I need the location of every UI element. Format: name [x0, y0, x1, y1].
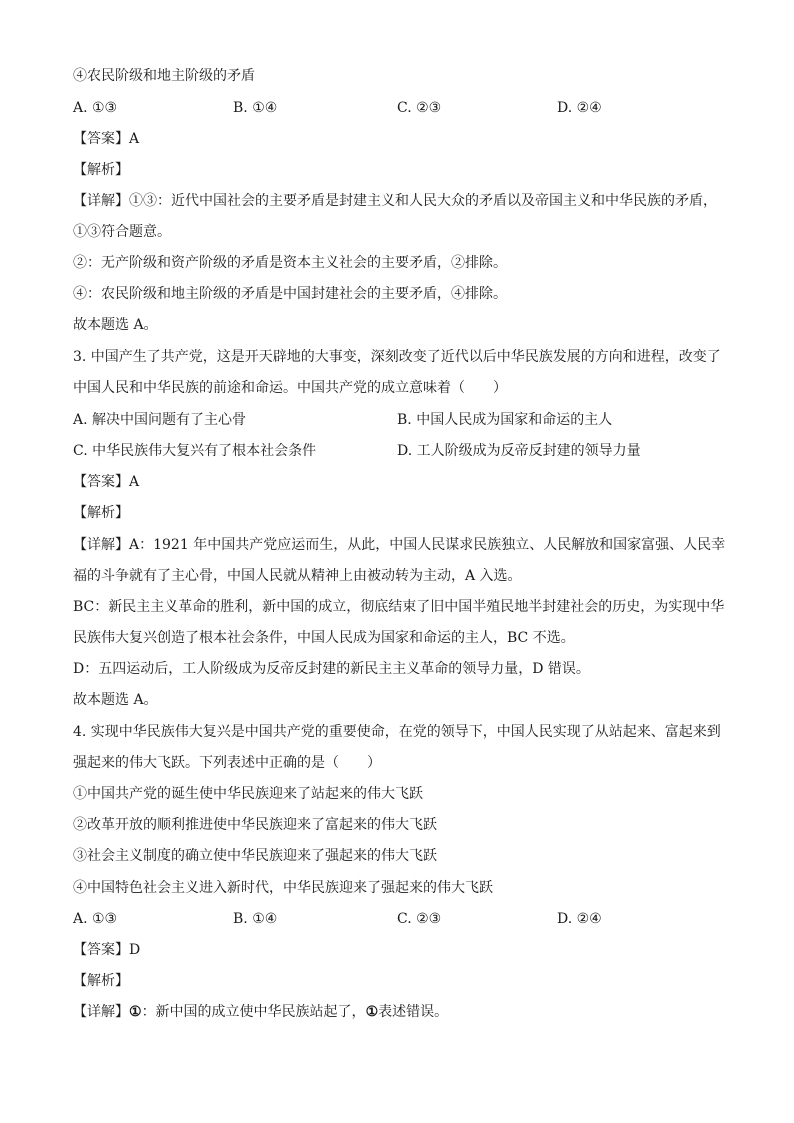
q3-analysis-heading: 【解析】 — [73, 505, 129, 521]
q3-options-row-2 — [73, 441, 733, 461]
q3-option-a: A. 解决中国问题有了主心骨 — [73, 412, 247, 428]
q3-options-row-1 — [73, 410, 733, 430]
q4-option-c: C. ②③ — [397, 911, 442, 927]
q3-detail-line: 【详解】A：1921 年中国共产党应运而生，从此，中国人民谋求民族独立、人民解放和国家富强、人民幸 — [73, 537, 726, 553]
q3-detail-line: 民族伟大复兴创造了根本社会条件，中国人民成为国家和命运的主人，BC 不选。 — [73, 630, 575, 646]
q3-option-b: B. 中国人民成为国家和命运的主人 — [397, 412, 613, 428]
detail-prefix: 【详解】 — [73, 1004, 129, 1020]
q2-option-c: C. ②③ — [397, 100, 442, 116]
q4-stem: 强起来的伟大飞跃。下列表述中正确的是（ ） — [73, 755, 381, 771]
q2-answer: 【答案】A — [73, 131, 140, 147]
q4-detail-line — [73, 1002, 448, 1022]
q2-detail-line: 【详解】①③：近代中国社会的主要矛盾是封建主义和人民大众的矛盾以及帝国主义和中华民族的矛盾， — [73, 193, 717, 209]
q3-stem: 3. 中国产生了共产党，这是开天辟地的大事变，深刻改变了近代以后中华民族发展的方向和进程，改变了 — [73, 349, 721, 365]
q4-item-2: ②改革开放的顺利推进使中华民族迎来了富起来的伟大飞跃 — [73, 817, 437, 833]
q2-analysis-heading: 【解析】 — [73, 162, 129, 178]
q4-option-b: B. ①④ — [233, 911, 278, 927]
q2-conclusion: 故本题选 A。 — [73, 317, 158, 333]
q4-options — [73, 909, 733, 929]
q4-option-d: D. ②④ — [557, 911, 602, 927]
q4-option-a: A. ①③ — [73, 911, 118, 927]
q4-item-1: ①中国共产党的诞生使中华民族迎来了站起来的伟大飞跃 — [73, 786, 423, 802]
q2-option-d: D. ②④ — [557, 100, 602, 116]
q3-detail-line: D：五四运动后，工人阶级成为反帝反封建的新民主主义革命的领导力量，D 错误。 — [73, 661, 590, 677]
detail-text: ：新中国的成立使中华民族站起了， — [141, 1004, 366, 1020]
q4-analysis-heading: 【解析】 — [73, 973, 129, 989]
q3-conclusion: 故本题选 A。 — [73, 692, 158, 708]
q2-detail-line: ②：无产阶级和资产阶级的矛盾是资本主义社会的主要矛盾，②排除。 — [73, 255, 507, 271]
q2-detail-line: ①③符合题意。 — [73, 224, 171, 240]
circled-one: ① — [365, 1004, 379, 1020]
q4-item-3: ③社会主义制度的确立使中华民族迎来了强起来的伟大飞跃 — [73, 848, 437, 864]
q2-detail-line: ④：农民阶级和地主阶级的矛盾是中国封建社会的主要矛盾，④排除。 — [73, 286, 507, 302]
q2-item-4: ④农民阶级和地主阶级的矛盾 — [73, 68, 255, 84]
detail-text: 表述错误。 — [378, 1004, 449, 1020]
q3-stem: 中国人民和中华民族的前途和命运。中国共产党的成立意味着（ ） — [73, 380, 507, 396]
q3-option-c: C. 中华民族伟大复兴有了根本社会条件 — [73, 443, 317, 459]
q4-stem: 4. 实现中华民族伟大复兴是中国共产党的重要使命，在党的领导下，中国人民实现了从站起来、富起来到 — [73, 724, 721, 740]
q2-options — [73, 98, 733, 118]
circled-one: ① — [129, 1004, 142, 1020]
q2-option-b: B. ①④ — [233, 100, 278, 116]
q3-detail-line: 福的斗争就有了主心骨，中国人民就从精神上由被动转为主动，A 入选。 — [73, 568, 522, 584]
q3-detail-line: BC：新民主主义革命的胜利，新中国的成立，彻底结束了旧中国半殖民地半封建社会的历史，为实现中华 — [73, 599, 725, 615]
q4-item-4: ④中国特色社会主义进入新时代，中华民族迎来了强起来的伟大飞跃 — [73, 880, 493, 896]
q3-option-d: D. 工人阶级成为反帝反封建的领导力量 — [397, 443, 641, 459]
q3-answer: 【答案】A — [73, 474, 140, 490]
q4-answer: 【答案】D — [73, 942, 141, 958]
q2-option-a: A. ①③ — [73, 100, 118, 116]
